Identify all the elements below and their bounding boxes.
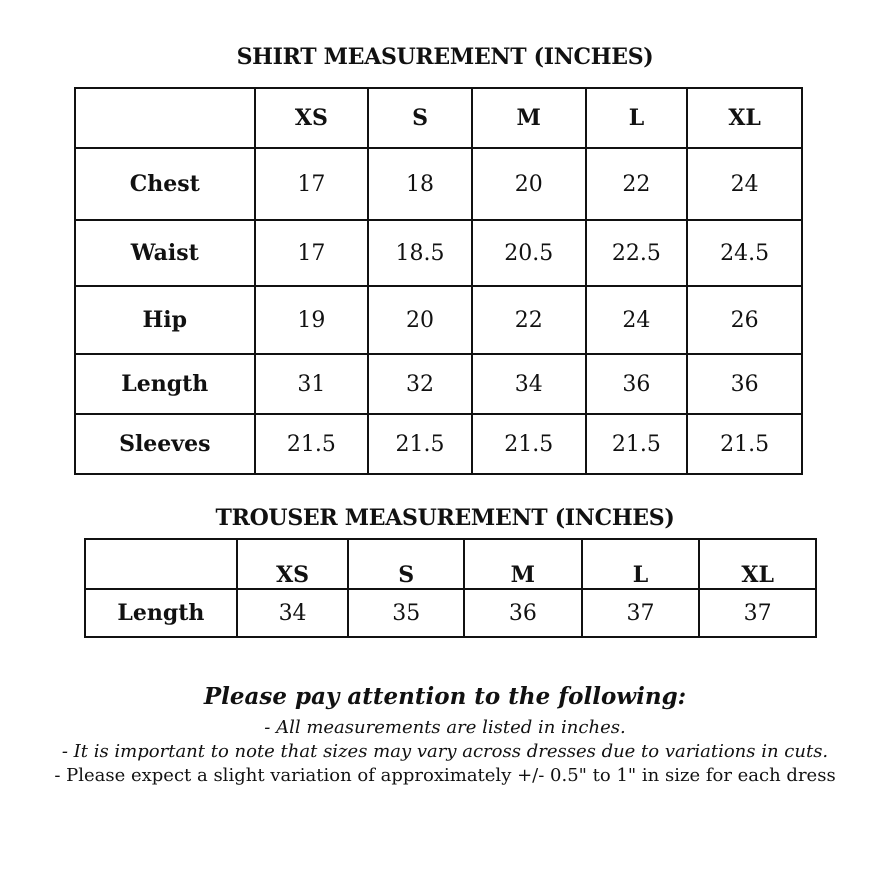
shirt-row-label: Waist <box>75 220 255 286</box>
shirt-cell: 18 <box>368 148 472 220</box>
shirt-cell: 34 <box>472 354 586 414</box>
trouser-header-row <box>85 539 816 589</box>
shirt-cell: 20.5 <box>472 220 586 286</box>
shirt-row-label: Hip <box>75 286 255 354</box>
shirt-cell: 21.5 <box>255 414 369 474</box>
note-line: - Please expect a slight variation of approximately +/- 0.5" to 1" in size for each dress <box>54 765 836 786</box>
shirt-size-header: XS <box>255 88 369 148</box>
shirt-cell: 18.5 <box>368 220 472 286</box>
shirt-cell: 21.5 <box>368 414 472 474</box>
shirt-cell: 20 <box>472 148 586 220</box>
trouser-measurement-table <box>84 538 817 638</box>
shirt-cell: 17 <box>255 220 369 286</box>
shirt-cell: 36 <box>687 354 802 414</box>
shirt-cell: 22.5 <box>586 220 688 286</box>
shirt-table-row <box>75 220 802 286</box>
trouser-cell: 36 <box>464 589 582 637</box>
shirt-table-row <box>75 148 802 220</box>
shirt-table-title: SHIRT MEASUREMENT (INCHES) <box>236 44 654 70</box>
trouser-size-header: L <box>582 539 700 589</box>
note-line: - It is important to note that sizes may vary across dresses due to variations in cuts. <box>61 741 829 762</box>
shirt-cell: 21.5 <box>586 414 688 474</box>
trouser-cell: 37 <box>699 589 816 637</box>
shirt-size-header: S <box>368 88 472 148</box>
notes-heading: Please pay attention to the following: <box>203 683 687 710</box>
shirt-table-row <box>75 414 802 474</box>
shirt-table-row <box>75 286 802 354</box>
shirt-measurement-table <box>74 87 803 475</box>
shirt-cell: 24.5 <box>687 220 802 286</box>
shirt-size-header: XL <box>687 88 802 148</box>
trouser-size-header: M <box>464 539 582 589</box>
shirt-cell: 32 <box>368 354 472 414</box>
shirt-header-empty-cell <box>75 88 255 148</box>
shirt-cell: 22 <box>472 286 586 354</box>
shirt-size-header: L <box>586 88 688 148</box>
trouser-size-header: XS <box>237 539 349 589</box>
shirt-cell: 19 <box>255 286 369 354</box>
shirt-header-row <box>75 88 802 148</box>
shirt-row-label: Sleeves <box>75 414 255 474</box>
note-line: - All measurements are listed in inches. <box>264 717 626 738</box>
shirt-cell: 17 <box>255 148 369 220</box>
trouser-size-header: S <box>348 539 464 589</box>
shirt-cell: 31 <box>255 354 369 414</box>
shirt-row-label: Length <box>75 354 255 414</box>
shirt-cell: 21.5 <box>472 414 586 474</box>
trouser-size-header: XL <box>699 539 816 589</box>
shirt-cell: 20 <box>368 286 472 354</box>
shirt-table-row <box>75 354 802 414</box>
shirt-cell: 22 <box>586 148 688 220</box>
shirt-cell: 36 <box>586 354 688 414</box>
trouser-cell: 37 <box>582 589 700 637</box>
trouser-header-empty-cell <box>85 539 237 589</box>
trouser-table-row <box>85 589 816 637</box>
shirt-size-header: M <box>472 88 586 148</box>
trouser-row-label: Length <box>85 589 237 637</box>
shirt-cell: 26 <box>687 286 802 354</box>
trouser-cell: 35 <box>348 589 464 637</box>
shirt-row-label: Chest <box>75 148 255 220</box>
shirt-cell: 24 <box>687 148 802 220</box>
shirt-cell: 21.5 <box>687 414 802 474</box>
trouser-table-title: TROUSER MEASUREMENT (INCHES) <box>215 505 675 531</box>
shirt-cell: 24 <box>586 286 688 354</box>
trouser-cell: 34 <box>237 589 349 637</box>
